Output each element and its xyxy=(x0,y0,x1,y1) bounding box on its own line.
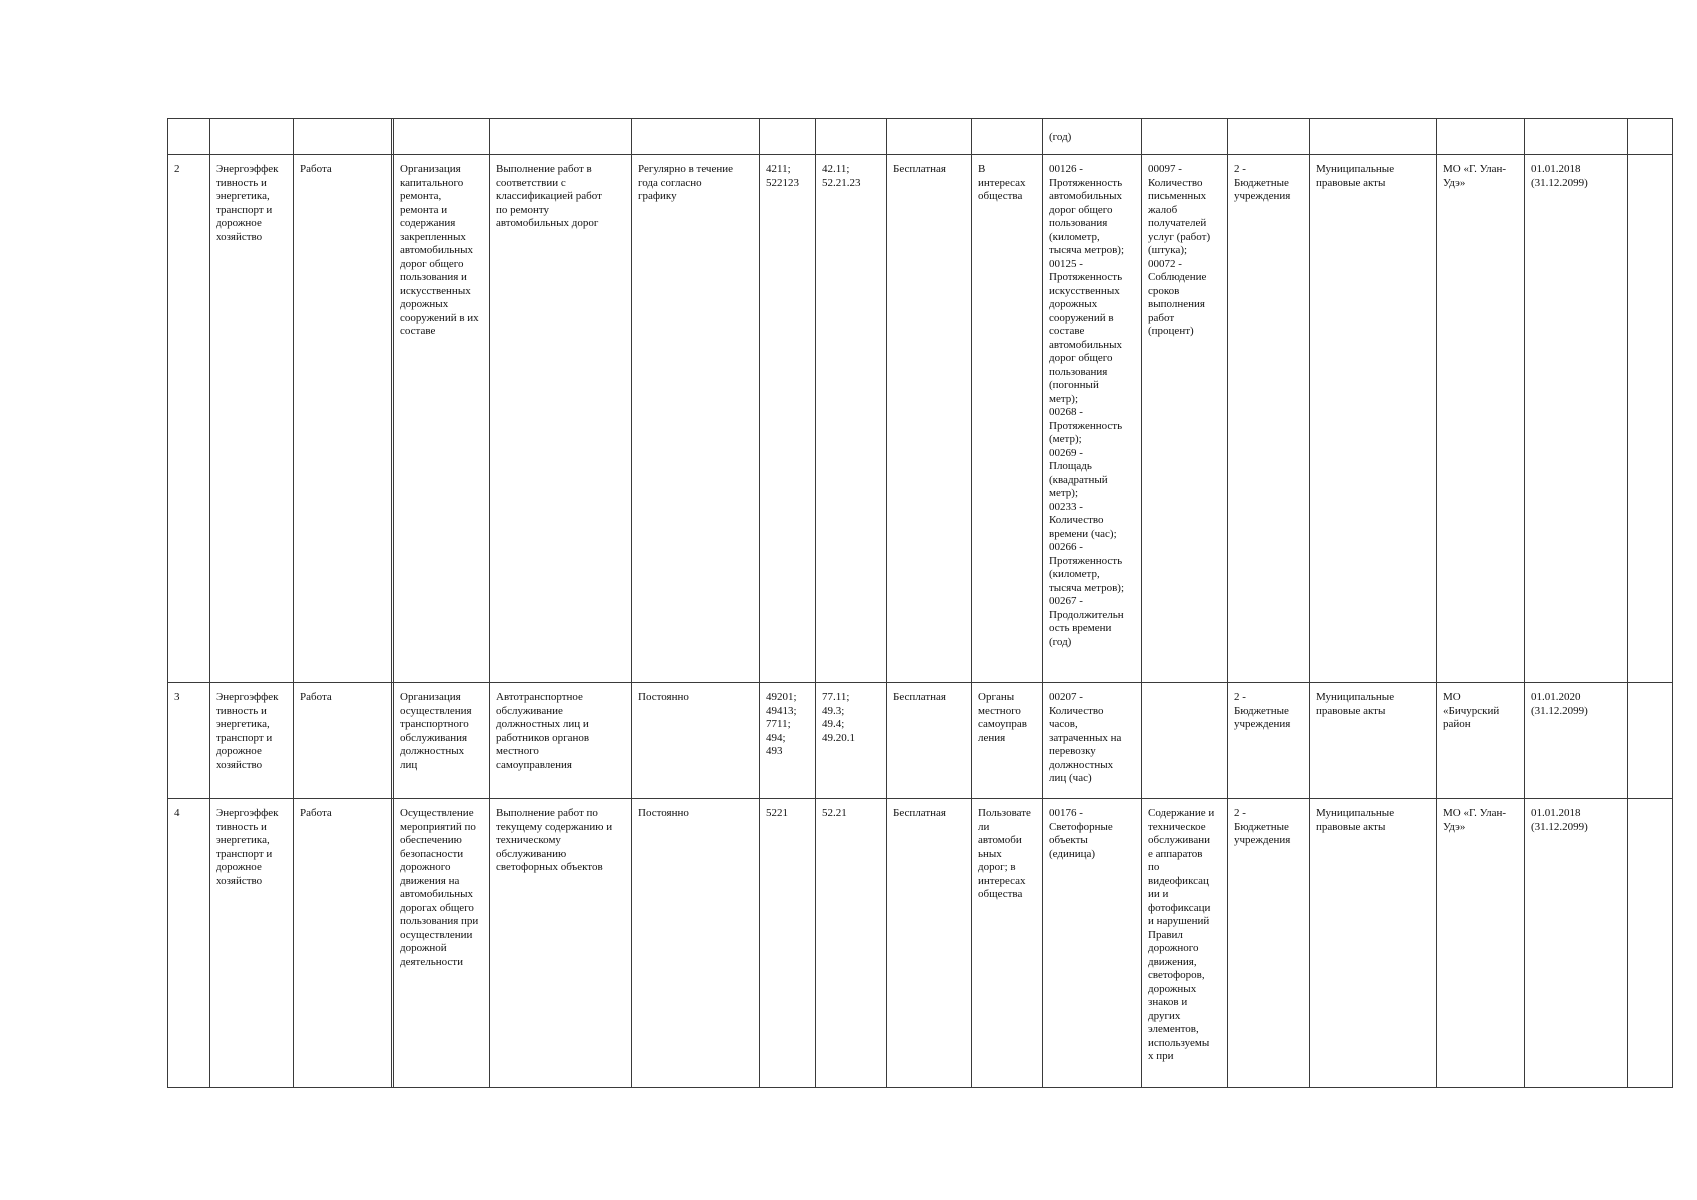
cell-text: Выполнение работ по текущему содержанию и техническому обслуживанию светофорных объектов xyxy=(496,807,613,873)
cell-okved-new xyxy=(816,799,887,1088)
cell-text: 52.21 xyxy=(822,807,847,819)
cell-sphere xyxy=(210,119,294,155)
cell-text: Содержание и техническое обслуживани е аппаратов по видеофиксац ии и фотофиксаци и нарушений Правил дорожного движения, светофоров, дорожных знаков и других элементов, используемы х при xyxy=(1148,807,1215,1062)
cell-text: 2 - Бюджетные учреждения xyxy=(1234,163,1291,202)
cell-validity-period xyxy=(1525,119,1628,155)
cell-text: Работа xyxy=(300,691,332,703)
cell-text: Энергоэффек тивность и энергетика, транспорт и дорожное хозяйство xyxy=(216,163,279,243)
cell-text: Муниципальные правовые акты xyxy=(1316,807,1395,833)
cell-text: Регулярно в течение года согласно графику xyxy=(638,163,733,202)
cell-text: Выполнение работ в соответствии с классификацией работ по ремонту автомобильных дорог xyxy=(496,163,602,229)
cell-validity-period xyxy=(1525,155,1628,683)
cell-text: 00207 - Количество часов, затраченных на перевозку должностных лиц (час) xyxy=(1049,691,1122,784)
cell-volume-indicators xyxy=(1043,119,1142,155)
cell-extra xyxy=(1628,683,1673,799)
cell-periodicity xyxy=(632,683,760,799)
cell-legal-basis xyxy=(1310,683,1437,799)
cell-municipality xyxy=(1437,119,1525,155)
cell-okved-old xyxy=(760,155,816,683)
cell-row-number xyxy=(168,155,210,683)
cell-institution-type xyxy=(1228,155,1310,683)
cell-text: 2 - Бюджетные учреждения xyxy=(1234,807,1291,846)
cell-text: (год) xyxy=(1049,131,1072,143)
cell-text: МО «Г. Улан- Удэ» xyxy=(1443,163,1507,189)
cell-text: МО «Г. Улан- Удэ» xyxy=(1443,807,1507,833)
cell-text: 4211; 522123 xyxy=(766,163,799,189)
cell-payment xyxy=(887,119,972,155)
cell-text: Муниципальные правовые акты xyxy=(1316,691,1395,717)
cell-legal-basis xyxy=(1310,799,1437,1088)
cell-text: Энергоэффек тивность и энергетика, транспорт и дорожное хозяйство xyxy=(216,691,279,771)
cell-extra xyxy=(1628,799,1673,1088)
cell-periodicity xyxy=(632,119,760,155)
cell-type xyxy=(294,155,392,683)
cell-text: 49201; 49413; 7711; 494; 493 xyxy=(766,691,797,757)
cell-payment xyxy=(887,799,972,1088)
cell-work-name xyxy=(394,799,490,1088)
cell-sphere xyxy=(210,155,294,683)
cell-consumers xyxy=(972,155,1043,683)
cell-text: Работа xyxy=(300,163,332,175)
cell-volume-indicators xyxy=(1043,799,1142,1088)
cell-legal-basis xyxy=(1310,119,1437,155)
cell-periodicity xyxy=(632,799,760,1088)
cell-row-number xyxy=(168,799,210,1088)
cell-volume-indicators xyxy=(1043,155,1142,683)
table-row xyxy=(168,155,1673,683)
cell-text: 01.01.2018 (31.12.2099) xyxy=(1531,163,1588,189)
cell-okved-new xyxy=(816,155,887,683)
table-row xyxy=(168,683,1673,799)
cell-work-content xyxy=(490,119,632,155)
cell-institution-type xyxy=(1228,799,1310,1088)
cell-work-name xyxy=(394,683,490,799)
cell-extra xyxy=(1628,155,1673,683)
cell-text: 2 - Бюджетные учреждения xyxy=(1234,691,1291,730)
cell-work-content xyxy=(490,799,632,1088)
cell-institution-type xyxy=(1228,119,1310,155)
cell-text: Энергоэффек тивность и энергетика, транспорт и дорожное хозяйство xyxy=(216,807,279,887)
table-body xyxy=(168,119,1673,1088)
cell-legal-basis xyxy=(1310,155,1437,683)
cell-municipality xyxy=(1437,683,1525,799)
cell-okved-new xyxy=(816,119,887,155)
cell-periodicity xyxy=(632,155,760,683)
cell-okved-old xyxy=(760,683,816,799)
cell-text: 01.01.2018 (31.12.2099) xyxy=(1531,807,1588,833)
cell-text: 3 xyxy=(174,691,180,703)
cell-validity-period xyxy=(1525,799,1628,1088)
cell-municipality xyxy=(1437,799,1525,1088)
cell-text: МО «Бичурский район xyxy=(1443,691,1500,730)
cell-work-content xyxy=(490,155,632,683)
cell-text: 77.11; 49.3; 49.4; 49.20.1 xyxy=(822,691,855,744)
cell-quality-indicators xyxy=(1142,799,1228,1088)
cell-text: Организация капитального ремонта, ремонта и содержания закрепленных автомобильных дорог общего пользования и искусственных дорожных сооружений в их составе xyxy=(400,163,479,337)
register-table xyxy=(167,118,1673,1088)
cell-text: 00126 - Протяженность автомобильных дорог общего пользования (километр, тысяча метров); 00125 - Протяженность искусственных дорожных сооружений в составе автомобильных дорог общего пользования (погонный метр); 00268 - Протяженность (метр); 00269 - Площадь (квадратный метр); 00233 - Количество времени (час); 00266 - Протяженность (километр, тысяча метров); 00267 - Продолжительн ость времени (год) xyxy=(1049,163,1125,648)
cell-text: Автотранспортное обслуживание должностных лиц и работников органов местного самоуправления xyxy=(496,691,590,771)
cell-text: 42.11; 52.21.23 xyxy=(822,163,861,189)
cell-work-name xyxy=(394,119,490,155)
cell-quality-indicators xyxy=(1142,119,1228,155)
cell-type xyxy=(294,119,392,155)
cell-municipality xyxy=(1437,155,1525,683)
cell-text: Бесплатная xyxy=(893,163,946,175)
cell-okved-old xyxy=(760,799,816,1088)
table-row xyxy=(168,799,1673,1088)
cell-institution-type xyxy=(1228,683,1310,799)
cell-work-name xyxy=(394,155,490,683)
cell-volume-indicators xyxy=(1043,683,1142,799)
cell-text: Постоянно xyxy=(638,691,689,703)
cell-text: Осуществление мероприятий по обеспечению безопасности дорожного движения на автомобильных дорогах общего пользования при осуществлении дорожной деятельности xyxy=(400,807,479,968)
cell-type xyxy=(294,683,392,799)
cell-text: 2 xyxy=(174,163,180,175)
cell-text: 00176 - Светофорные объекты (единица) xyxy=(1049,807,1113,860)
cell-text: Бесплатная xyxy=(893,807,946,819)
cell-text: 01.01.2020 (31.12.2099) xyxy=(1531,691,1588,717)
cell-text: Работа xyxy=(300,807,332,819)
cell-text: 5221 xyxy=(766,807,788,819)
cell-okved-new xyxy=(816,683,887,799)
cell-row-number xyxy=(168,119,210,155)
cell-extra xyxy=(1628,119,1673,155)
cell-consumers xyxy=(972,799,1043,1088)
cell-sphere xyxy=(210,799,294,1088)
cell-okved-old xyxy=(760,119,816,155)
cell-consumers xyxy=(972,683,1043,799)
cell-text: Бесплатная xyxy=(893,691,946,703)
cell-sphere xyxy=(210,683,294,799)
cell-validity-period xyxy=(1525,683,1628,799)
cell-text: 4 xyxy=(174,807,180,819)
cell-text: Постоянно xyxy=(638,807,689,819)
cell-work-content xyxy=(490,683,632,799)
cell-text: Муниципальные правовые акты xyxy=(1316,163,1395,189)
cell-text: 00097 - Количество письменных жалоб получателей услуг (работ) (штука); 00072 - Соблюдение сроков выполнения работ (процент) xyxy=(1148,163,1211,337)
cell-text: Органы местного самоуправ ления xyxy=(978,691,1027,744)
cell-row-number xyxy=(168,683,210,799)
cell-quality-indicators xyxy=(1142,155,1228,683)
cell-quality-indicators xyxy=(1142,683,1228,799)
cell-text: Пользовате ли автомоби ьных дорог; в интересах общества xyxy=(978,807,1031,900)
cell-payment xyxy=(887,155,972,683)
cell-type xyxy=(294,799,392,1088)
cell-consumers xyxy=(972,119,1043,155)
cell-payment xyxy=(887,683,972,799)
header-row xyxy=(168,119,1673,155)
cell-text: В интересах общества xyxy=(978,163,1026,202)
cell-text: Организация осуществления транспортного обслуживания должностных лиц xyxy=(400,691,472,771)
